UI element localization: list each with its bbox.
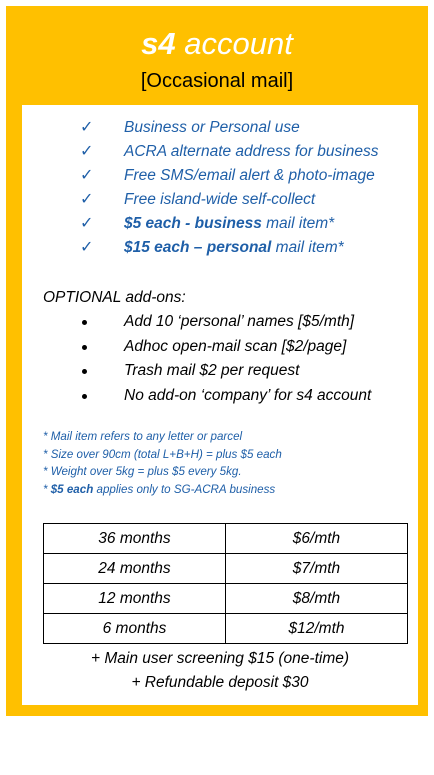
- bullet-icon: [82, 345, 87, 350]
- footnote: * $5 each applies only to SG-ACRA business: [43, 482, 276, 496]
- table-row: [44, 554, 408, 584]
- table-row: [44, 524, 408, 554]
- footnote: * Mail item refers to any letter or parcel: [43, 430, 243, 443]
- pricing-table: [43, 523, 408, 644]
- addon-item: No add-on ‘company’ for s4 account: [22, 384, 418, 409]
- addon-item: Add 10 ‘personal’ names [$5/mth]: [22, 310, 418, 335]
- check-icon: ✓: [80, 239, 94, 256]
- extra-fee-line: + Main user screening $15 (one-time): [90, 650, 350, 667]
- plan-subtitle: [Occasional mail]: [140, 70, 294, 92]
- plan-details-panel: [22, 105, 418, 705]
- optional-addons-heading: OPTIONAL add-ons:: [43, 289, 186, 306]
- term-cell: 36 months: [44, 524, 226, 554]
- table-row: [44, 584, 408, 614]
- footnote: * Size over 90cm (total L+B+H) = plus $5 each: [43, 447, 282, 461]
- feature-list: [22, 116, 418, 260]
- price-cell: $7/mth: [226, 554, 408, 584]
- term-cell: 24 months: [44, 554, 226, 584]
- footnote: * Weight over 5kg = plus $5 every 5kg.: [43, 465, 242, 478]
- term-cell: 6 months: [44, 614, 226, 644]
- plan-title: s4 account: [141, 26, 293, 61]
- check-icon: ✓: [80, 191, 94, 208]
- footnotes: [43, 428, 282, 498]
- extra-fee-line: + Refundable deposit $30: [131, 674, 309, 691]
- check-icon: ✓: [80, 143, 94, 160]
- bullet-icon: [82, 394, 87, 399]
- bullet-icon: [82, 369, 87, 374]
- price-cell: $8/mth: [226, 584, 408, 614]
- price-cell: $12/mth: [226, 614, 408, 644]
- plan-card: [6, 6, 428, 716]
- feature-item: ✓ ACRA alternate address for business: [22, 140, 418, 164]
- feature-item: ✓ Free SMS/email alert & photo-image: [22, 164, 418, 188]
- bullet-icon: [82, 320, 87, 325]
- addon-item: Trash mail $2 per request: [22, 359, 418, 384]
- check-icon: ✓: [80, 215, 94, 232]
- term-cell: 12 months: [44, 584, 226, 614]
- feature-item: ✓ $15 each – personal mail item*: [22, 236, 418, 260]
- check-icon: ✓: [80, 167, 94, 184]
- feature-item: ✓ Free island-wide self-collect: [22, 188, 418, 212]
- extra-fees: [22, 647, 418, 695]
- check-icon: ✓: [80, 119, 94, 136]
- addon-list: [22, 310, 418, 408]
- table-row: [44, 614, 408, 644]
- addon-item: Adhoc open-mail scan [$2/page]: [22, 335, 418, 360]
- price-cell: $6/mth: [226, 524, 408, 554]
- feature-item: ✓ $5 each - business mail item*: [22, 212, 418, 236]
- feature-item: ✓ Business or Personal use: [22, 116, 418, 140]
